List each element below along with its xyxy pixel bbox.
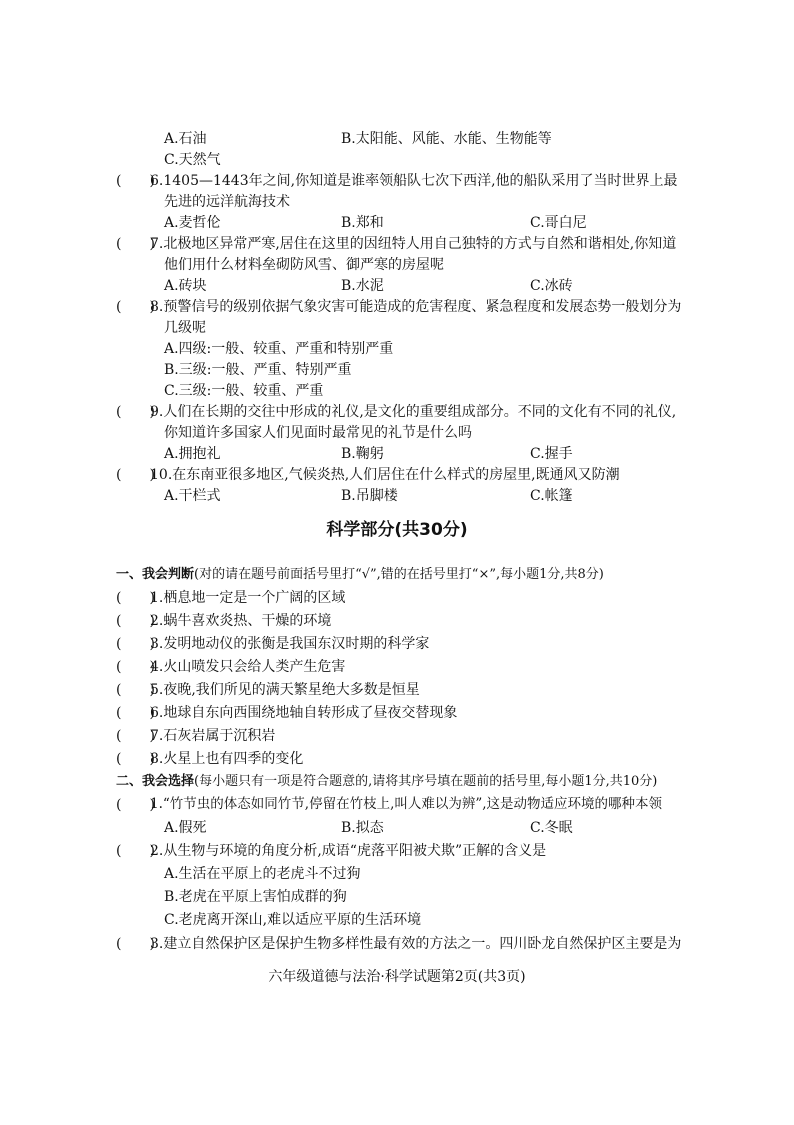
judge-5-text: 5.夜晚,我们所见的满天繁星绝大多数是恒星 xyxy=(150,682,420,698)
choice-section-instruction: (每小题只有一项是符合题意的,请将其序号填在题前的括号里,每小题1分,共10分) xyxy=(194,774,658,789)
q9-option-c: C.握手 xyxy=(530,446,573,462)
page-footer: 六年级道德与法治·科学试题第2页(共3页) xyxy=(268,969,526,985)
choice-section-heading xyxy=(116,775,657,788)
choice-3-text: 3.建立自然保护区是保护生物多样性最有效的方法之一。四川卧龙自然保护区主要是为 xyxy=(150,936,682,952)
q8-option-a: A.四级:一般、较重、严重和特别严重 xyxy=(164,341,394,357)
science-section-title: 科学部分(共30分) xyxy=(326,520,468,540)
q10-answer-paren[interactable]: ( ) xyxy=(116,467,155,483)
choice-1-answer-paren[interactable]: ( ) xyxy=(116,797,155,813)
q7-answer-paren[interactable]: ( ) xyxy=(116,236,155,252)
q7-option-c: C.冰砖 xyxy=(530,278,573,294)
choice-3-answer-paren[interactable]: ( ) xyxy=(116,936,155,952)
q6-option-c: C.哥白尼 xyxy=(530,215,587,231)
q6-text-cont: 先进的远洋航海技术 xyxy=(164,194,290,210)
choice-1-option-c: C.冬眠 xyxy=(530,820,573,836)
q10-option-c: C.帐篷 xyxy=(530,488,573,504)
q10-option-a: A.干栏式 xyxy=(164,488,221,504)
judge-4-text: 4.火山喷发只会给人类产生危害 xyxy=(150,659,346,675)
q6-option-b: B.郑和 xyxy=(341,215,384,231)
q9-text-cont: 你知道许多国家人们见面时最常见的礼节是什么吗 xyxy=(164,425,472,441)
judge-section-label: 一、我会判断 xyxy=(116,567,195,582)
choice-2-text: 2.从生物与环境的角度分析,成语“虎落平阳被犬欺”正解的含义是 xyxy=(150,843,547,859)
judge-1-answer-paren[interactable]: ( ) xyxy=(116,590,155,606)
judge-6-answer-paren[interactable]: ( ) xyxy=(116,705,155,721)
judge-4-answer-paren[interactable]: ( ) xyxy=(116,659,155,675)
judge-2-answer-paren[interactable]: ( ) xyxy=(116,613,155,629)
q7-option-a: A.砖块 xyxy=(164,278,207,294)
q9-option-a: A.拥抱礼 xyxy=(164,446,221,462)
q8-answer-paren[interactable]: ( ) xyxy=(116,299,155,315)
q5-option-b: B.太阳能、风能、水能、生物能等 xyxy=(341,131,552,147)
judge-3-text: 3.发明地动仪的张衡是我国东汉时期的科学家 xyxy=(150,636,430,652)
q8-option-c: C.三级:一般、较重、严重 xyxy=(164,383,324,399)
q8-text: 8.预警信号的级别依据气象灾害可能造成的危害程度、紧急程度和发展态势一般划分为 xyxy=(150,299,682,315)
choice-2-option-c: C.老虎离开深山,难以适应平原的生活环境 xyxy=(164,912,422,928)
q10-text: 10.在东南亚很多地区,气候炎热,人们居住在什么样式的房屋里,既通风又防潮 xyxy=(150,467,620,483)
q6-option-a: A.麦哲伦 xyxy=(164,215,221,231)
q9-option-b: B.鞠躬 xyxy=(341,446,384,462)
q5-option-c: C.天然气 xyxy=(164,152,221,168)
q6-answer-paren[interactable]: ( ) xyxy=(116,173,155,189)
q7-option-b: B.水泥 xyxy=(341,278,384,294)
q6-text: 6.1405—1443年之间,你知道是谁率领船队七次下西洋,他的船队采用了当时世界上最 xyxy=(150,173,678,189)
judge-1-text: 1.栖息地一定是一个广阔的区域 xyxy=(150,590,346,606)
q5-option-a: A.石油 xyxy=(164,131,207,147)
choice-2-option-a: A.生活在平原上的老虎斗不过狗 xyxy=(164,866,361,882)
q8-option-b: B.三级:一般、严重、特别严重 xyxy=(164,362,352,378)
q7-text: 7.北极地区异常严寒,居住在这里的因纽特人用自己独特的方式与自然和谐相处,你知道 xyxy=(150,236,677,252)
choice-section-label: 二、我会选择 xyxy=(116,774,195,789)
choice-2-answer-paren[interactable]: ( ) xyxy=(116,843,155,859)
q10-option-b: B.吊脚楼 xyxy=(341,488,398,504)
judge-3-answer-paren[interactable]: ( ) xyxy=(116,636,155,652)
judge-5-answer-paren[interactable]: ( ) xyxy=(116,682,155,698)
judge-7-text: 7.石灰岩属于沉积岩 xyxy=(150,728,276,744)
judge-section-heading xyxy=(116,568,604,581)
choice-1-text: 1.“竹节虫的体态如同竹节,停留在竹枝上,叫人难以为辨”,这是动物适应环境的哪种本领 xyxy=(150,796,663,812)
q7-text-cont: 他们用什么材料垒砌防风雪、御严寒的房屋呢 xyxy=(164,257,444,273)
choice-1-option-a: A.假死 xyxy=(164,820,207,836)
judge-8-answer-paren[interactable]: ( ) xyxy=(116,751,155,767)
q8-text-cont: 几级呢 xyxy=(164,320,206,336)
judge-6-text: 6.地球自东向西围绕地轴自转形成了昼夜交替现象 xyxy=(150,705,458,721)
judge-7-answer-paren[interactable]: ( ) xyxy=(116,728,155,744)
choice-2-option-b: B.老虎在平原上害怕成群的狗 xyxy=(164,889,347,905)
choice-1-option-b: B.拟态 xyxy=(341,820,384,836)
judge-8-text: 8.火星上也有四季的变化 xyxy=(150,751,304,767)
judge-section-instruction: (对的请在题号前面括号里打“√”,错的在括号里打“×”,每小题1分,共8分) xyxy=(194,567,604,582)
q9-answer-paren[interactable]: ( ) xyxy=(116,404,155,420)
judge-2-text: 2.蜗牛喜欢炎热、干燥的环境 xyxy=(150,613,332,629)
q9-text: 9.人们在长期的交往中形成的礼仪,是文化的重要组成部分。不同的文化有不同的礼仪, xyxy=(150,404,677,420)
